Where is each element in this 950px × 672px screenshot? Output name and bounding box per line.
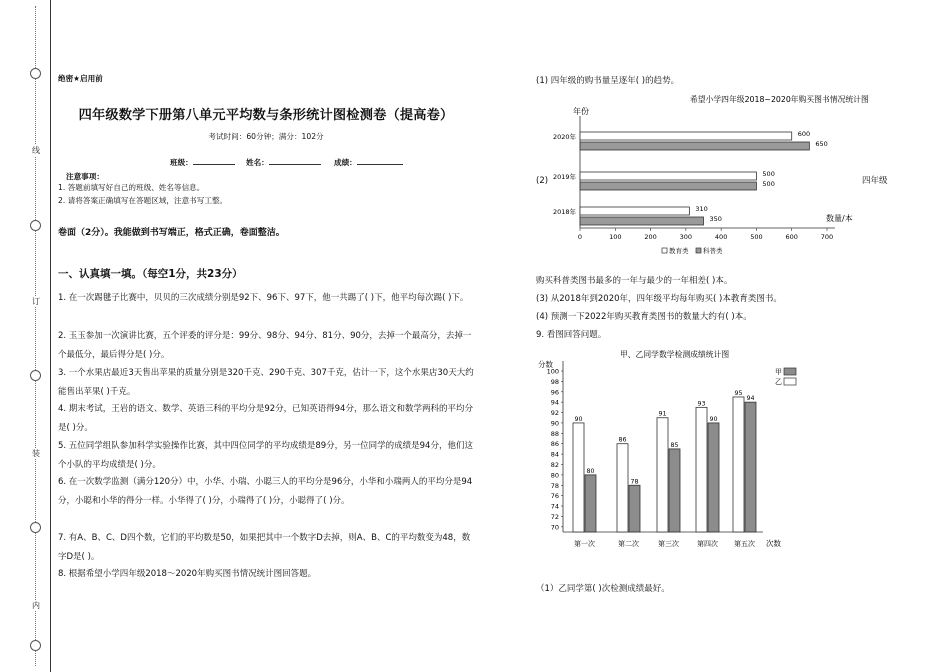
q8-part-2-side: 四年级: [862, 176, 888, 186]
question-7: 7. 有A、B、C、D四个数，它们的平均数是50，如果把其中一个数字D去掉，则A、B、C的平均数变为48，数字D是( )。: [58, 533, 471, 562]
chart2-data-label: 85: [670, 441, 679, 449]
gutter-circle: [30, 522, 41, 533]
chart1-x-tick-label: 0: [577, 233, 583, 241]
name-blank[interactable]: [269, 164, 321, 165]
gutter-circle: [30, 220, 41, 231]
chart2-category-label: 第三次: [658, 540, 679, 548]
chart2-bar-yi: [629, 485, 640, 532]
notes-item: 1. 答题前填写好自己的班级、姓名等信息。: [58, 183, 205, 192]
legend-label-jia: 甲: [775, 368, 782, 376]
class-field[interactable]: [170, 158, 235, 168]
chart2-data-label: 93: [697, 400, 706, 408]
chart2-data-label: 94: [746, 395, 755, 403]
chart1-category-label: 2020年: [552, 133, 576, 141]
chart2-y-tick-label: 76: [550, 492, 559, 501]
notes-item: 2. 请将答案正确填写在答题区域，注意书写工整。: [58, 196, 228, 205]
page-title: 四年级数学下册第八单元平均数与条形统计图检测卷（提高卷）: [78, 108, 454, 123]
confidential-label: 绝密★启用前: [58, 74, 103, 83]
gutter-mark-inner: 内: [28, 600, 44, 611]
class-blank[interactable]: [193, 164, 235, 165]
q8-part-3: (3) 从2018年到2020年，四年级平均每年购买( )本教育类图书。: [536, 294, 782, 304]
legend-swatch-education: [662, 248, 667, 253]
chart2-legend: [775, 368, 796, 386]
chart2-y-tick-label: 80: [550, 471, 559, 480]
chart2-title: 甲、乙同学数学检测成绩统计图: [620, 350, 730, 359]
book-purchase-chart: [540, 88, 890, 264]
chart1-category-label: 2018年: [552, 208, 576, 216]
chart1-bar-education: [580, 207, 689, 215]
chart2-category-label: 第四次: [697, 540, 718, 548]
gutter-mark-install: 装: [28, 448, 44, 459]
chart2-data-label: 90: [574, 415, 583, 423]
score-field[interactable]: [334, 158, 403, 168]
gutter-circle: [30, 68, 41, 79]
chart1-category-label: 2019年: [552, 173, 576, 181]
chart1-legend: [662, 246, 723, 255]
chart2-y-tick-label: 96: [550, 388, 559, 397]
chart1-x-tick-label: 600: [785, 233, 798, 241]
score-label: 成绩：: [334, 158, 357, 167]
chart2-xlabel: 次数: [766, 539, 781, 548]
chart2-y-tick-label: 70: [550, 523, 559, 532]
question-1: 1. 在一次踢毽子比赛中，贝贝的三次成绩分别是92下、96下、97下，他一共踢了( )下，他平均每次踢( )下。: [58, 293, 469, 303]
score-blank[interactable]: [357, 164, 403, 165]
gutter-mark-bind: 订: [28, 296, 44, 307]
question-2: 2. 玉玉参加一次演讲比赛，五个评委的评分是：99分、98分、94分、81分、90分，去掉一个最高分，去掉一个最低分，最后得分是( )分。: [58, 331, 472, 360]
gutter-mark-line: 线: [28, 145, 44, 156]
name-label: 姓名：: [246, 158, 269, 167]
chart1-x-tick-label: 400: [714, 233, 728, 241]
chart2-bar-yi: [669, 449, 680, 532]
chart2-bar-jia: [573, 423, 584, 532]
chart1-x-tick-label: 300: [679, 233, 693, 241]
chart1-data-label: 350: [709, 215, 722, 223]
chart1-xlabel: 数量/本: [826, 214, 853, 223]
chart1-data-label: 650: [815, 140, 828, 148]
chart1-data-label: 310: [695, 205, 708, 213]
neatness-note: 卷面（2分）。我能做到书写端正，格式正确，卷面整洁。: [58, 228, 285, 238]
legend-label-yi: 乙: [775, 378, 782, 386]
chart1-data-label: 500: [762, 180, 775, 188]
chart1-x-tick-label: 700: [820, 233, 834, 241]
chart2-bar-jia: [617, 444, 628, 532]
question-8: 8. 根据希望小学四年级2018～2020年购买图书情况统计图回答题。: [58, 569, 317, 579]
chart2-y-tick-label: 92: [550, 409, 559, 418]
chart2-data-label: 86: [618, 436, 627, 444]
chart2-category-label: 第五次: [734, 540, 755, 548]
chart2-y-tick-label: 90: [550, 419, 559, 428]
chart1-bar-science: [580, 182, 756, 190]
chart2-data-label: 90: [709, 415, 718, 423]
q9-part-1: （1）乙同学第( )次检测成绩最好。: [536, 584, 670, 594]
q8-part-2-label: (2): [536, 176, 549, 186]
chart2-y-tick-label: 86: [550, 440, 559, 449]
chart2-y-tick-label: 98: [550, 377, 559, 386]
binding-gutter: [24, 0, 51, 672]
score-chart: [535, 345, 815, 555]
chart2-bar-jia: [657, 418, 668, 532]
name-field[interactable]: [246, 158, 321, 168]
exam-info: 考试时间：60分钟；满分：102分: [208, 132, 324, 141]
q8-part-4: (4) 预测一下2022年购买教育类图书的数量大约有( )本。: [536, 312, 752, 322]
chart1-x-tick-label: 500: [750, 233, 763, 241]
legend-label-science: 科普类: [703, 247, 723, 255]
legend-label-education: 教育类: [669, 247, 689, 255]
chart1-bar-education: [580, 172, 756, 180]
question-9: 9. 看图回答问题。: [536, 330, 607, 340]
chart2-category-label: 第一次: [574, 540, 595, 548]
chart2-y-tick-label: 100: [546, 367, 559, 376]
notes-heading: 注意事项：: [66, 172, 104, 181]
q8-part-1: (1) 四年级的购书量呈逐年( )的趋势。: [536, 76, 680, 86]
chart2-bar-yi: [585, 475, 596, 532]
chart2-bar-yi: [708, 423, 719, 532]
chart2-y-tick-label: 72: [550, 512, 559, 521]
chart1-title: 希望小学四年级2018~2020年购买图书情况统计图: [690, 95, 869, 104]
chart1-ylabel: 年份: [573, 107, 589, 116]
legend-swatch-jia: [784, 368, 796, 375]
chart2-category-label: 第二次: [618, 540, 639, 548]
chart2-bar-jia: [733, 397, 744, 532]
chart2-bar-jia: [696, 407, 707, 532]
class-label: 班级：: [170, 158, 193, 167]
chart2-y-tick-label: 94: [550, 398, 559, 407]
question-4: 4. 期末考试，王岩的语文、数学、英语三科的平均分是92分，已知英语得94分，那么语文和数学两科的平均分是( )分。: [58, 404, 473, 433]
chart2-y-tick-label: 82: [550, 460, 559, 469]
chart1-data-label: 500: [762, 170, 775, 178]
section-heading: 一、认真填一填。（每空1分，共23分）: [58, 268, 243, 280]
question-6: 6. 在一次数学监测（满分120分）中，小华、小瑞、小聪三人的平均分是96分，小华和小瑞两人的平均分是94分，小聪和小华的得分一样。小华得了( )分，小瑞得了( )分，小聪得了( )分。: [58, 477, 473, 506]
chart1-data-label: 600: [797, 130, 811, 138]
chart2-data-label: 95: [734, 389, 743, 397]
gutter-dotted-line: [35, 6, 36, 666]
chart2-y-tick-label: 74: [550, 502, 559, 511]
question-5: 5. 五位同学组队参加科学实验操作比赛，其中四位同学的平均成绩是89分，另一位同学的成绩是94分，他们这个小队的平均成绩是( )分。: [58, 441, 473, 470]
chart1-x-tick-label: 100: [609, 233, 622, 241]
chart1-bar-science: [580, 217, 704, 225]
chart2-y-tick-label: 88: [550, 429, 559, 438]
chart1-bar-science: [580, 142, 809, 150]
chart2-y-tick-label: 78: [550, 481, 559, 490]
q8-part-2-text: 购买科普类图书最多的一年与最少的一年相差( )本。: [536, 276, 733, 286]
chart2-ylabel: 分数: [538, 360, 553, 369]
chart2-data-label: 78: [630, 478, 639, 486]
chart1-bar-education: [580, 132, 792, 140]
chart2-bar-yi: [745, 402, 756, 532]
question-3: 3. 一个水果店最近3天售出苹果的质量分别是320千克、290千克、307千克，估计一下，这个水果店30天大约能售出苹果( )千克。: [58, 368, 474, 397]
chart2-y-tick-label: 84: [550, 450, 559, 459]
legend-swatch-science: [696, 248, 701, 253]
chart2-data-label: 80: [586, 467, 595, 475]
legend-swatch-yi: [784, 378, 796, 385]
gutter-circle: [30, 640, 41, 651]
chart1-x-tick-label: 200: [644, 233, 657, 241]
chart2-data-label: 91: [658, 410, 667, 418]
gutter-circle: [30, 370, 41, 381]
